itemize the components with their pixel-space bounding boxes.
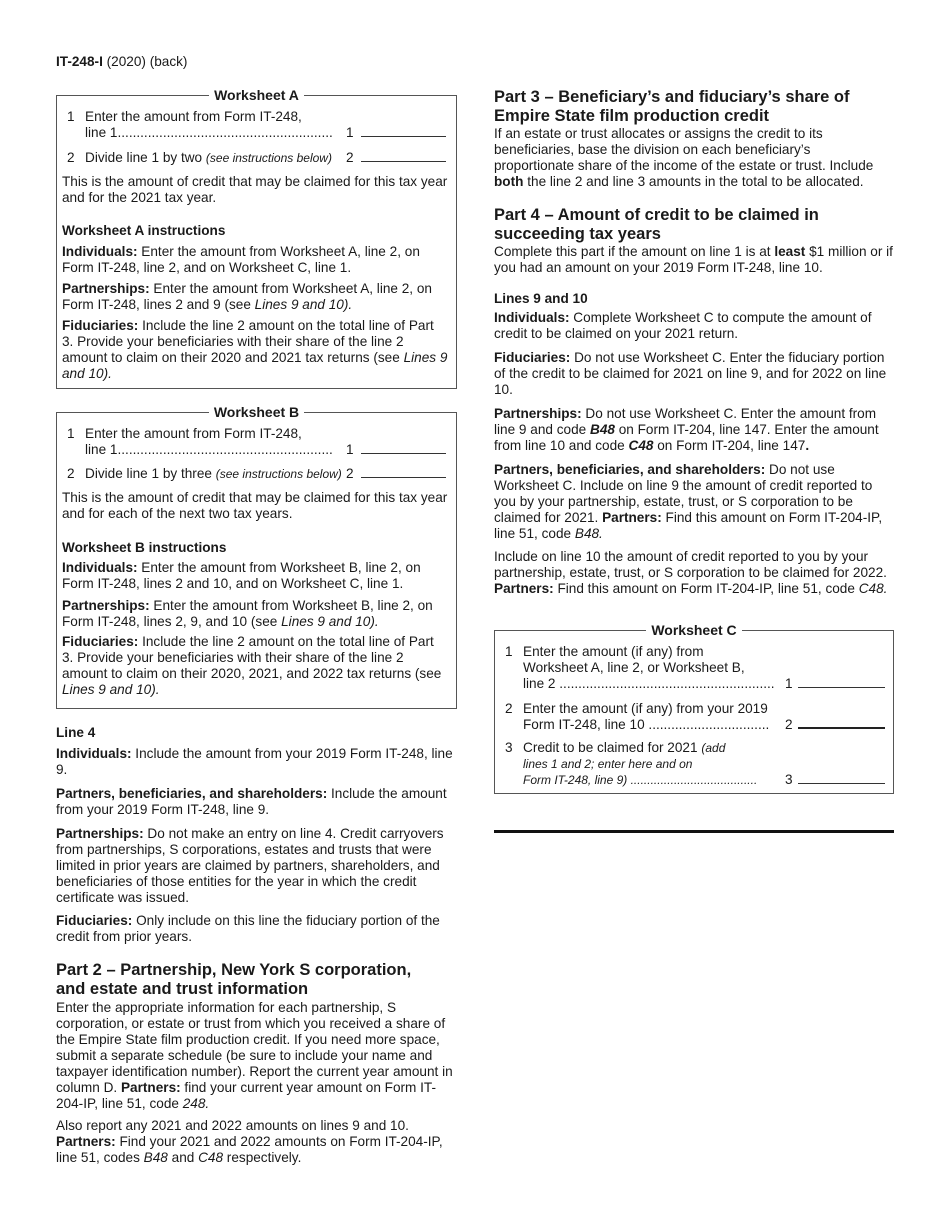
part4-fiduciaries: Fiduciaries: Do not use Worksheet C. Enter the fiduciary portion of the credit to be claimed for 2021 on line 9, and for 2022 on line 10. (494, 350, 887, 397)
part3-heading: Part 3 – Beneficiary’s and fiduciary’s share of Empire State film production credit (494, 88, 850, 125)
form-id: IT-248-I (56, 54, 103, 69)
part4-heading: Part 4 – Amount of credit to be claimed in succeeding tax years (494, 206, 819, 243)
part2-para2: Also report any 2021 and 2022 amounts on lines 9 and 10. Partners: Find your 2021 and 2022 amounts on Form IT-204-IP, line 51, codes B48 and C48 respectively. (56, 1118, 443, 1165)
worksheet-a-fiduciaries: Fiduciaries: Include the line 2 amount on the total line of Part 3. Provide your beneficiaries with their share of the line 2 amount to claim on their 2020 and 2021 tax returns (see Lines 9 and 10). (62, 318, 448, 381)
worksheet-b-line1-field[interactable] (361, 453, 446, 454)
worksheet-b-note: This is the amount of credit that may be claimed for this tax year and for each of the next two tax years. (62, 490, 448, 521)
line4-fiduciaries: Fiduciaries: Only include on this line the fiduciary portion of the credit from prior years. (56, 913, 440, 944)
line4-heading: Line 4 (56, 725, 96, 740)
worksheet-b: Worksheet B 1 Enter the amount from Form IT-248, line 1......................................................... 1 2 Divide line 1 by three (see instructions below) 2 This is the amount of credit that may be claimed for this tax year and for each of the next two tax years. Worksheet B instructions Individuals: Enter the amount from Worksheet B, line 2, on Form IT-248, lines 2 and 10, and on Worksheet C, line 1. Partnerships: Enter the amount from Worksheet B, line 2, on Form IT-248, lines 2, 9, and 10 (see Lines 9 and 10). Fiduciaries: Include the line 2 amount on the total line of Part 3. Provide your beneficiaries with their share of the line 2 amount to claim on their 2020, 2021, and 2022 tax returns (see Lines 9 and 10). (56, 412, 457, 709)
worksheet-c-line3-field[interactable] (798, 783, 885, 784)
part4-pbs: Partners, beneficiaries, and shareholders: Do not use Worksheet C. Include on line 9 the amount of credit reported to you by your partnership, estate, trust, or S corporation to be claimed for 2021. Partners: Find this amount on Form IT-204-IP, line 51, code B48. (494, 462, 883, 541)
part4-text: Complete this part if the amount on line 1 is at least $1 million or if you had an amount on your 2019 Form IT-248, line 10. (494, 244, 893, 275)
part2-heading: Part 2 – Partnership, New York S corporation, and estate and trust information (56, 961, 412, 998)
part2-para1: Enter the appropriate information for each partnership, S corporation, or estate or trust from which you received a share of the Empire State film production credit. If you need more space, submit a separate schedule (be sure to include your name and taxpayer identification number). Report the current year amount in column D. Partners: find your current year amount on Form IT-204-IP, line 51, code 248. (56, 1000, 453, 1111)
worksheet-b-title: Worksheet B (209, 404, 304, 420)
worksheet-a-line2-field[interactable] (361, 161, 446, 162)
worksheet-b-instructions-heading: Worksheet B instructions (62, 540, 227, 555)
worksheet-a-note: This is the amount of credit that may be claimed for this tax year and for the 2021 tax year. (62, 174, 448, 205)
worksheet-c-line2-field[interactable] (798, 727, 885, 729)
worksheet-b-partnerships: Partnerships: Enter the amount from Worksheet B, line 2, on Form IT-248, lines 2, 9, and 10 (see Lines 9 and 10). (62, 598, 433, 629)
worksheet-a-title: Worksheet A (209, 87, 304, 103)
part4-partnerships: Partnerships: Do not use Worksheet C. Enter the amount from line 9 and code B48 on Form IT-204, line 147. Enter the amount from line 10 and code C48 on Form IT-204, line 147. (494, 406, 879, 453)
part4-include: Include on line 10 the amount of credit reported to you by your partnership, estate, trust, or S corporation to be claimed for 2022. Partners: Find this amount on Form IT-204-IP, line 51, code C48. (494, 549, 888, 596)
section-divider (494, 830, 894, 833)
part3-text: If an estate or trust allocates or assigns the credit to its beneficiaries, base the division on each beneficiary’s proportionate share of the income of the estate or trust. Include both the line 2 and line 3 amounts in the total to be allocated. (494, 126, 874, 189)
worksheet-a: Worksheet A 1 Enter the amount from Form IT-248, line 1......................................................... 1 2 Divide line 1 by two (see instructions below) 2 This is the amount of credit that may be claimed for this tax year and for the 2021 tax year. Worksheet A instructions Individuals: Enter the amount from Worksheet A, line 2, on Form IT-248, line 2, and on Worksheet C, line 1. Partnerships: Enter the amount from Worksheet A, line 2, on Form IT-248, lines 2 and 9 (see Lines 9 and 10). Fiduciaries: Include the line 2 amount on the total line of Part 3. Provide your beneficiaries with their share of the line 2 amount to claim on their 2020 and 2021 tax returns (see Lines 9 and 10). (56, 95, 457, 389)
lines-9-10-heading: Lines 9 and 10 (494, 291, 588, 306)
page-header (56, 54, 187, 70)
worksheet-c-title: Worksheet C (646, 622, 741, 638)
worksheet-b-line2-field[interactable] (361, 477, 446, 478)
worksheet-a-individuals: Individuals: Enter the amount from Worksheet A, line 2, on Form IT-248, line 2, and on Worksheet C, line 1. (62, 244, 420, 275)
worksheet-b-fiduciaries: Fiduciaries: Include the line 2 amount on the total line of Part 3. Provide your beneficiaries with their share of the line 2 amount to claim on their 2020, 2021, and 2022 tax returns (see Lines 9 and 10). (62, 634, 442, 697)
worksheet-b-individuals: Individuals: Enter the amount from Worksheet B, line 2, on Form IT-248, lines 2 and 10, and on Worksheet C, line 1. (62, 560, 421, 591)
worksheet-a-instructions-heading: Worksheet A instructions (62, 223, 226, 238)
worksheet-c-line1-field[interactable] (798, 687, 885, 688)
part4-individuals: Individuals: Complete Worksheet C to compute the amount of credit to be claimed on your 2021 return. (494, 310, 872, 341)
form-year: (2020) (back) (106, 54, 188, 69)
worksheet-a-line1-field[interactable] (361, 136, 446, 137)
worksheet-c: Worksheet C 1 Enter the amount (if any) from Worksheet A, line 2, or Worksheet B, line 2 ......................................................... 1 2 Enter the amount (if any) from your 2019 Form IT-248, line 10 ................................ 2 3 Credit to be claimed for 2021 (add lines 1 and 2; enter here and on Form IT-248, line 9) ...................................... 3 (494, 630, 894, 794)
worksheet-a-partnerships: Partnerships: Enter the amount from Worksheet A, line 2, on Form IT-248, lines 2 and 9 (see Lines 9 and 10). (62, 281, 432, 312)
line4-partnerships: Partnerships: Do not make an entry on line 4. Credit carryovers from partnerships, S corporations, estates and trusts that were limited in prior years are claimed by partners, shareholders, and beneficiaries of those entities for the year in which the credit certificate was issued. (56, 826, 444, 905)
line4-individuals: Individuals: Include the amount from your 2019 Form IT-248, line 9. (56, 746, 453, 777)
line4-pbs: Partners, beneficiaries, and shareholders: Include the amount from your 2019 Form IT-248, line 9. (56, 786, 447, 817)
